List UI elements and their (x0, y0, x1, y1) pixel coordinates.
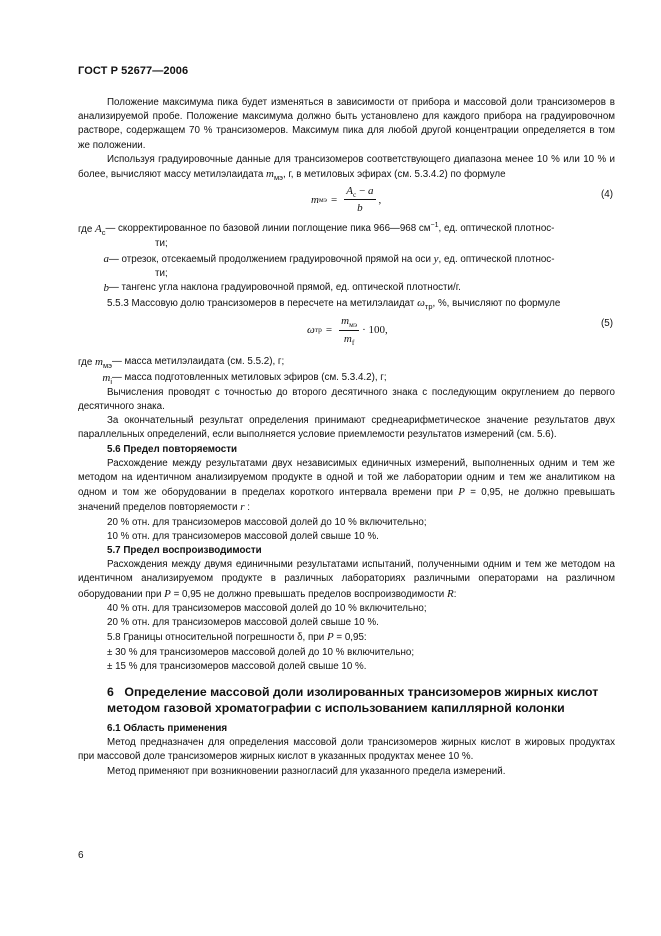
definition-b: b — тангенс угла наклона градуировочной прямой, ед. оптической плотности/г. (103, 282, 461, 295)
list-item: 20 % отн. для трансизомеров массовой долей свыше 10 %. (107, 617, 379, 629)
definition-a: a — отрезок, отсекаемый продолжением градуировочной прямой на оси y, ед. оптической плотнос- (103, 252, 555, 265)
paragraph-final-result: За окончательный результат определения принимают среднеарифметическое значение результатов двух параллельных определений, если выполняется условие приемлемости результатов измерений (см. 5.6). (78, 415, 615, 441)
heading-5-6: 5.6 Предел повторяемости (107, 443, 238, 455)
paragraph-method-purpose: Метод предназначен для определения массовой доли трансизомеров жирных кислот в жировых продуктах при массовой доле трансизомеров жирных кислот в указанных продуктах менее 10 %. (78, 737, 615, 763)
document-header: ГОСТ Р 52677—2006 (78, 65, 189, 77)
paragraph-repeatability: Расхождение между результатами двух независимых единичных измерений, выполненных одним и тем же методом на идентичном анализируемом продукте в одной и той же лаборатории одним и тем же аналитиком на одном и том же оборудовании в пределах короткого интервала времени при P = 0,95, не должно превышать значений пределов повторяемости r : (78, 457, 615, 514)
definition-m-me: где $m_{мэ}$ — масса метилэлаидата (см. 5.5.2), г; (78, 356, 285, 371)
list-item: ± 30 % для трансизомеров массовой долей до 10 % включительно; (107, 646, 415, 658)
paragraph-peak-position: Положение максимума пика будет изменяться в зависимости от прибора и массовой доли трансизомеров в анализируемой пробе. Положение максимума должно быть установлено для каждого прибора на градуировочном растворе, содержащем 70 % трансизомеров. Максимум пика для любой другой концентрации определяется в том же положении. (78, 97, 615, 151)
definition-a-cont: ти; (155, 267, 168, 279)
paragraph-5-5-3: 5.5.3 Массовую долю трансизомеров в пересчете на метилэлаидат $\omega_{тр}$, %, вычисляют по формуле (107, 297, 561, 312)
page-number: 6 (78, 850, 84, 861)
formula-4: m мэ = $\frac{A_с - a}{b}$ , (4) (311, 185, 613, 215)
paragraph-precision: Вычисления проводят с точностью до второго десятичного знака с последующим округлением до первого десятичного знака. (78, 386, 615, 413)
list-item: 40 % отн. для трансизомеров массовой долей до 10 % включительно; (107, 602, 427, 614)
heading-section-6: 6 Определение массовой доли изолированных трансизомеров жирных кислот методом газовой хроматографии с использованием капиллярной колонки (107, 684, 599, 715)
definition-A: где $A_с$ — скорректированное по базовой линии поглощение пика 966—968 $см^{-1}$, ед. оптической плотнос- (78, 222, 555, 238)
fraction-4: $\frac{A_с - a}{b}$ (346, 185, 374, 215)
paragraph-method-usage: Метод применяют при возникновении разногласий для указанного предела измерений. (107, 765, 506, 777)
list-item: 20 % отн. для трансизомеров массовой долей до 10 % включительно; (107, 516, 427, 528)
paragraph-reproducibility: Расхождения между двумя единичными результатами испытаний, полученными одним и тем же методом на идентичном анализируемом продукте в различных лабораториях различными операторами на различном оборудовании при P = 0,95 не должно превышать пределов воспроизводимости R: (78, 559, 615, 600)
heading-6-1: 6.1 Область применения (107, 722, 228, 734)
paragraph-5-8: 5.8 Границы относительной погрешности δ, при P = 0,95: (107, 631, 367, 644)
list-item: ± 15 % для трансизомеров массовой долей свыше 10 %. (107, 660, 367, 672)
formula-number-5: (5) (601, 318, 613, 330)
fraction-5: $\frac{m_{мэ}}{m_f}$ (341, 315, 358, 347)
formula-number-4: (4) (601, 189, 613, 201)
heading-5-7: 5.7 Предел воспроизводимости (107, 545, 262, 557)
definition-m-i: $m_i$ — масса подготовленных метиловых эфиров (см. 5.3.4.2), г; (102, 371, 387, 386)
page-content (78, 96, 615, 779)
definition-A-cont: ти; (155, 238, 168, 250)
list-item: 10 % отн. для трансизомеров массовой долей свыше 10 %. (107, 530, 379, 542)
formula-5: ω тр = $\frac{m_{мэ}}{m_f}$ · 100, (5) (307, 315, 613, 347)
paragraph-calibration: Используя градуировочные данные для трансизомеров соответствующего диапазона менее 10 % или 10 % и более, вычисляют массу метилэлаидата $m_{мэ}$, г, в метиловых эфирах (см. 5.3.4.2) по формуле (78, 153, 615, 183)
